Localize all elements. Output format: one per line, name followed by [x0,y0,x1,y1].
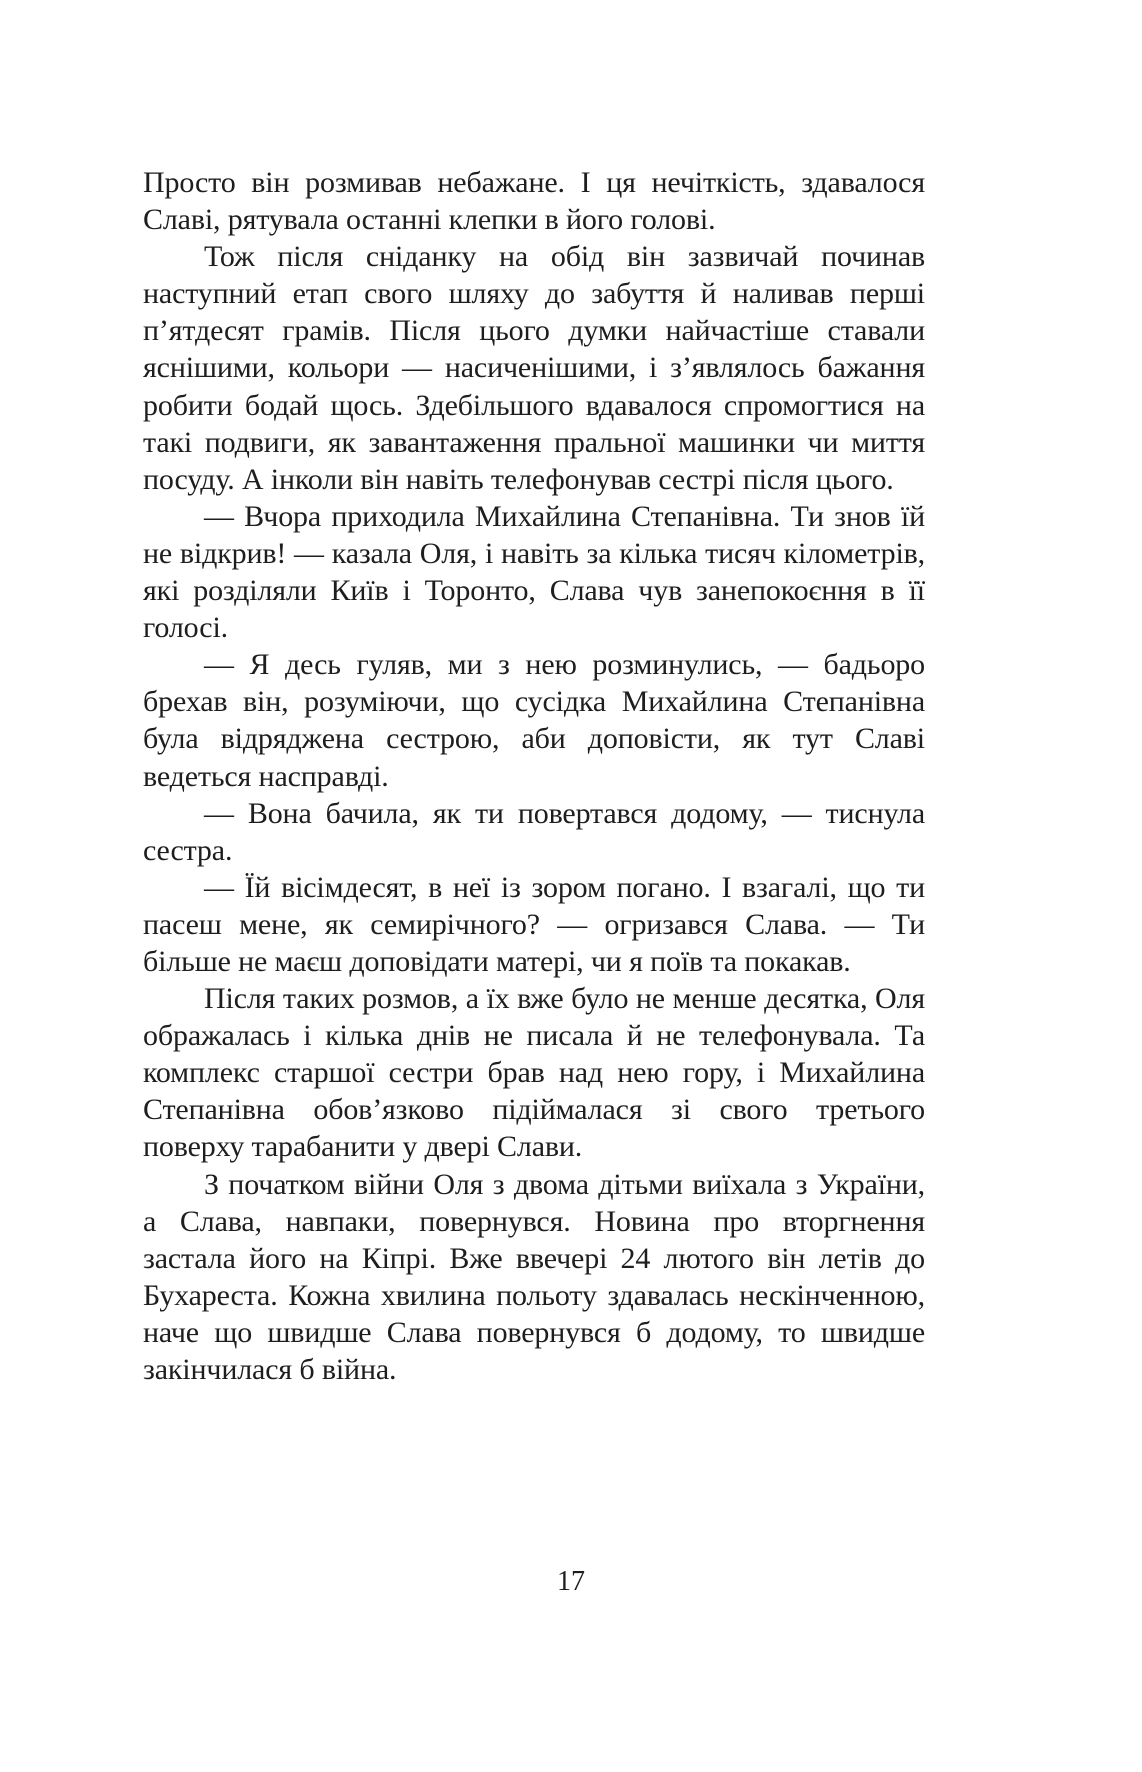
body-text [143,164,925,1388]
paragraph: Після таких розмов, а їх вже було не менше десятка, Оля ображалась і кілька днів не писала й не телефонувала. Та комплекс старшої сестри брав над нею гору, і Михайлина Степанівна обов’язково підіймалася зі свого третього поверху тарабанити у двері Слави. [143,982,925,1164]
paragraph: — Вона бачила, як ти повертався додому, — тиснула сестра. [143,796,925,867]
paragraph: Просто він розмивав небажане. І ця нечіткість, здавалося Славі, рятувала останні клепки в його голові. [143,166,925,237]
paragraph: З початком війни Оля з двома дітьми виїхала з України, а Слава, навпаки, повернувся. Новина про вторгнення застала його на Кіпрі. Вже ввечері 24 лютого він летів до Бухареста. Кожна хвилина польоту здавалась нескінченною, наче що швидше Слава повернувся б додому, то швидше закінчилася б війна. [143,1167,925,1386]
paragraph: — Вчора приходила Михайлина Степанівна. Ти знов їй не відкрив! — казала Оля, і навіть за кілька тисяч кілометрів, які розділяли Київ і Торонто, Слава чув занепокоєння в її голосі. [143,499,925,645]
paragraph: — Я десь гуляв, ми з нею розминулись, — бадьоро брехав він, розуміючи, що сусідка Михайлина Степанівна була відряджена сестрою, аби доповісти, як тут Славі ведеться насправді. [143,648,925,793]
page-number: 17 [557,1566,585,1597]
paragraph: Тож після сніданку на обід він зазвичай починав наступний етап свого шляху до забуття й наливав перші п’ятдесят грамів. Після цього думки найчастіше ставали яснішими, кольори — насиченішими, і з’являлось бажання робити бодай щось. Здебільшого вдавалося спромогтися на такі подвиги, як завантаження пральної машинки чи миття посуду. А інколи він навіть телефонував сестрі після цього. [143,240,925,496]
paragraph: — Їй вісімдесят, в неї із зором погано. І взагалі, що ти пасеш мене, як семирічного? — огризався Слава. — Ти більше не маєш доповідати матері, чи я поїв та покакав. [143,870,925,978]
